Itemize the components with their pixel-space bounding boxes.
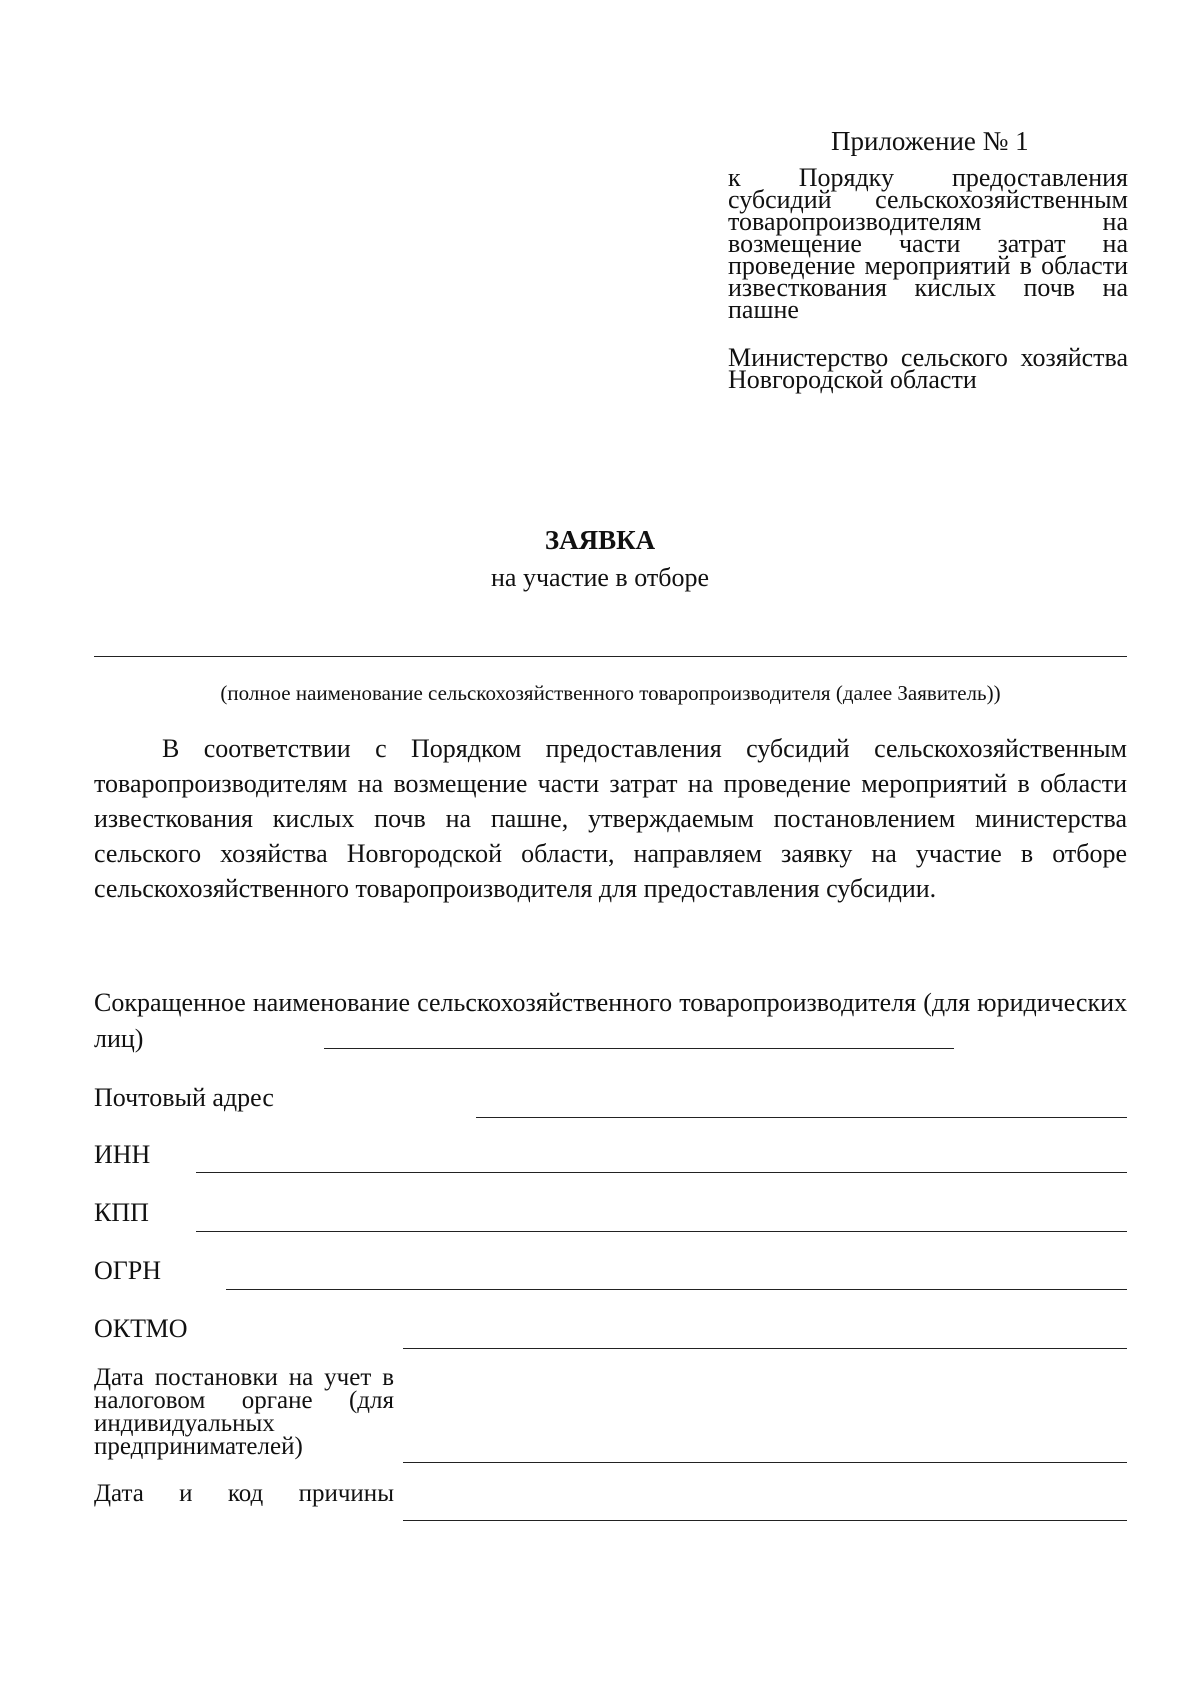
document-title: ЗАЯВКА xyxy=(544,525,656,555)
tax-registration-date-line[interactable] xyxy=(403,1462,1127,1463)
oktmo-label: ОКТМО xyxy=(94,1314,188,1343)
tax-registration-date-label: Дата постановки на учет в налоговом органе (для индивидуальных предпринимателей) xyxy=(94,1364,394,1460)
applicant-name-line[interactable] xyxy=(94,656,1127,657)
kpp-line[interactable] xyxy=(196,1231,1127,1232)
body-paragraph: В соответствии с Порядком предоставления субсидий сельскохозяйственным товаропроизводителям на возмещение части затрат на проведение мероприятий в области известкования кислых почв на пашне, утверждаемым постановлением министерства сельского хозяйства Новгородской области, направляем заявку на участие в отборе сельскохозяйственного товаропроизводителя для предоставления субсидии. xyxy=(94,734,1127,903)
date-reason-code-line[interactable] xyxy=(403,1520,1127,1521)
ministry-addressee: Министерство сельского хозяйства Новгородской области xyxy=(728,343,1128,394)
inn-line[interactable] xyxy=(196,1172,1127,1173)
inn-label: ИНН xyxy=(94,1140,151,1169)
postal-address-line[interactable] xyxy=(476,1117,1127,1118)
short-name-line[interactable] xyxy=(324,1048,954,1049)
applicant-name-caption: (полное наименование сельскохозяйственного товаропроизводителя (далее Заявитель)) xyxy=(220,681,1001,705)
ogrn-line[interactable] xyxy=(226,1289,1127,1290)
appendix-title: Приложение № 1 xyxy=(831,126,1029,156)
ogrn-label: ОГРН xyxy=(94,1256,162,1285)
document-subtitle: на участие в отборе xyxy=(491,563,709,592)
short-name-label: Сокращенное наименование сельскохозяйственного товаропроизводителя (для юридических лиц) xyxy=(94,988,1127,1053)
appendix-text: к Порядку предоставления субсидий сельскохозяйственным товаропроизводителям на возмещение части затрат на проведение мероприятий в области известкования кислых почв на пашне xyxy=(728,163,1128,324)
oktmo-line[interactable] xyxy=(403,1348,1127,1349)
date-reason-code-label: Дата и код причины xyxy=(94,1480,394,1507)
kpp-label: КПП xyxy=(94,1198,149,1227)
postal-address-label: Почтовый адрес xyxy=(94,1083,274,1112)
